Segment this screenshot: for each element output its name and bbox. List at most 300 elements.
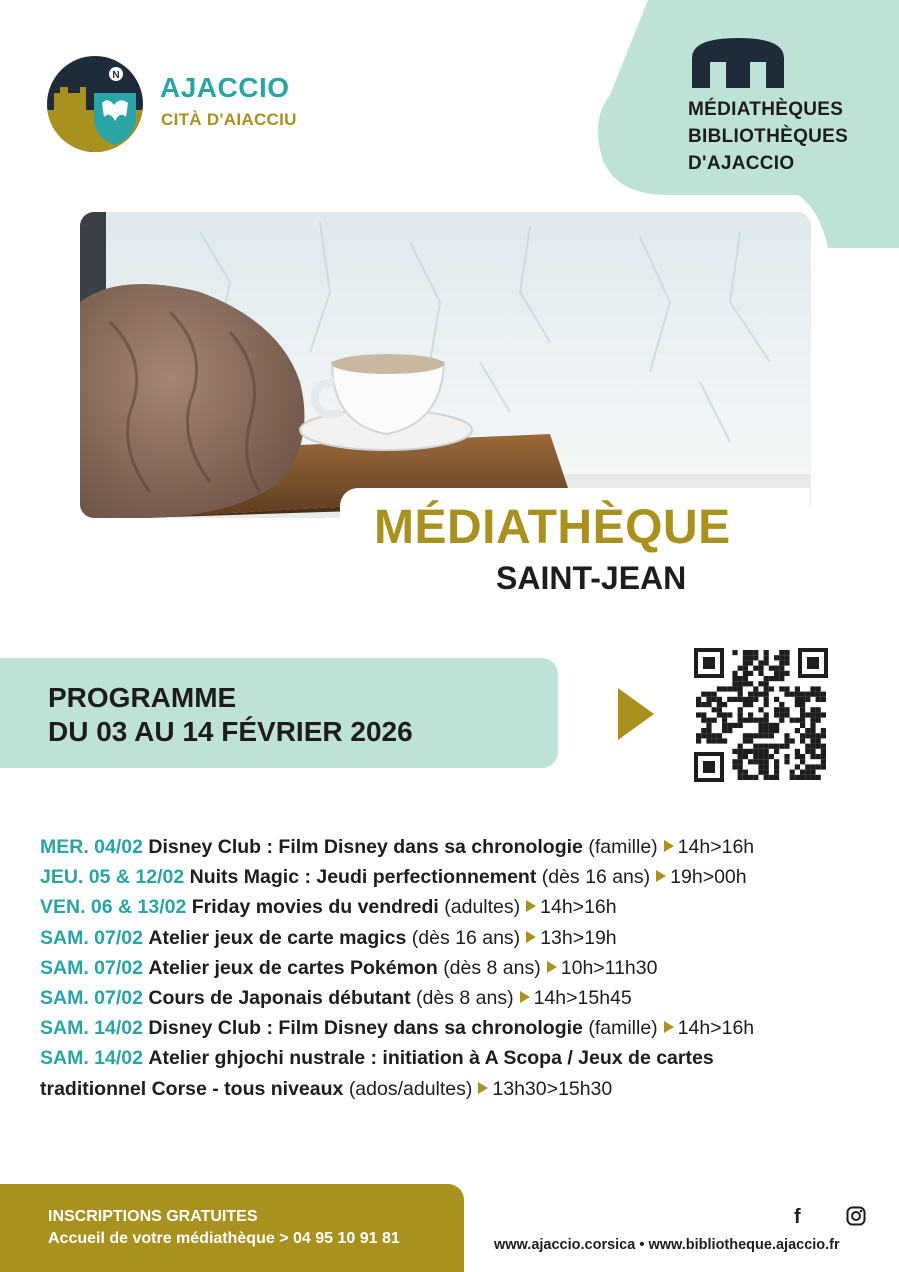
schedule-audience: (ados/adultes) (348, 1077, 473, 1100)
qr-module (732, 723, 737, 728)
schedule-time: 19h>00h (670, 866, 747, 889)
qr-module (727, 686, 732, 691)
qr-module (805, 697, 810, 702)
schedule-item-continued (40, 1074, 870, 1104)
qr-module (810, 728, 815, 733)
qr-module (738, 749, 743, 754)
qr-module (758, 707, 763, 712)
qr-module (732, 686, 737, 691)
qr-module (722, 718, 727, 723)
qr-module (732, 681, 737, 686)
arrow-icon (526, 931, 536, 943)
qr-module (732, 764, 737, 769)
qr-module (800, 707, 805, 712)
qr-module (758, 728, 763, 733)
qr-module (774, 775, 779, 780)
qr-module (816, 733, 821, 738)
schedule-time: 10h>11h30 (560, 956, 658, 979)
schedule-date: JEU. 05 & 12/02 (40, 866, 185, 889)
qr-module (748, 671, 753, 676)
qr-module (821, 764, 826, 769)
qr-module (790, 738, 795, 743)
qr-module (722, 702, 727, 707)
qr-module (774, 676, 779, 681)
qr-module (748, 749, 753, 754)
qr-module (810, 692, 815, 697)
qr-module (821, 754, 826, 759)
qr-module (764, 681, 769, 686)
qr-module (769, 728, 774, 733)
qr-module (821, 744, 826, 749)
qr-module (696, 702, 701, 707)
qr-module (758, 749, 763, 754)
qr-module (753, 718, 758, 723)
qr-module (738, 775, 743, 780)
qr-module (774, 744, 779, 749)
schedule-event: Atelier jeux de cartes Pokémon (148, 956, 438, 979)
qr-module (738, 692, 743, 697)
qr-module (810, 754, 815, 759)
schedule-event: Disney Club : Film Disney dans sa chronologie (148, 1017, 583, 1040)
qr-module (758, 770, 763, 775)
qr-module (821, 712, 826, 717)
qr-module (738, 707, 743, 712)
qr-module (816, 754, 821, 759)
qr-module (712, 738, 717, 743)
qr-module (784, 712, 789, 717)
qr-module (779, 744, 784, 749)
qr-module (758, 718, 763, 723)
qr-module (810, 718, 815, 723)
qr-code[interactable] (694, 648, 828, 782)
qr-module (774, 666, 779, 671)
qr-module (758, 671, 763, 676)
qr-module (764, 718, 769, 723)
qr-module (769, 723, 774, 728)
qr-module (748, 718, 753, 723)
qr-module (717, 686, 722, 691)
qr-module (784, 738, 789, 743)
qr-module (717, 738, 722, 743)
qr-module (779, 666, 784, 671)
qr-module (748, 697, 753, 702)
qr-module (738, 666, 743, 671)
page-title: MÉDIATHÈQUE (374, 501, 731, 554)
qr-module (774, 712, 779, 717)
qr-module (753, 655, 758, 660)
qr-module (758, 764, 763, 769)
qr-module (795, 754, 800, 759)
qr-module (816, 764, 821, 769)
arrow-icon (520, 991, 530, 1003)
qr-module (748, 759, 753, 764)
compass-badge: N (112, 70, 120, 81)
qr-module (743, 733, 748, 738)
qr-module (800, 697, 805, 702)
qr-module (743, 655, 748, 660)
qr-module (795, 728, 800, 733)
qr-module (816, 718, 821, 723)
qr-module (784, 660, 789, 665)
qr-module (753, 759, 758, 764)
qr-module (810, 738, 815, 743)
qr-module (764, 676, 769, 681)
schedule-item (40, 983, 870, 1013)
qr-module (810, 775, 815, 780)
qr-module (738, 681, 743, 686)
qr-module (701, 733, 706, 738)
qr-module (732, 697, 737, 702)
qr-module (774, 764, 779, 769)
qr-module (706, 718, 711, 723)
qr-module (753, 733, 758, 738)
schedule-audience: (dès 8 ans) (443, 956, 541, 979)
instagram-icon[interactable] (846, 1206, 866, 1226)
schedule-event: Nuits Magic : Jeudi perfectionnement (189, 866, 537, 889)
qr-module (784, 759, 789, 764)
qr-module (753, 775, 758, 780)
qr-module (743, 671, 748, 676)
schedule-date: SAM. 07/02 (40, 987, 143, 1010)
schedule-date: SAM. 07/02 (40, 926, 143, 949)
qr-module (743, 754, 748, 759)
qr-module (758, 660, 763, 665)
qr-module (779, 676, 784, 681)
qr-module (758, 723, 763, 728)
qr-module (696, 697, 701, 702)
qr-module (712, 692, 717, 697)
qr-module (774, 770, 779, 775)
qr-module (743, 681, 748, 686)
qr-module (743, 718, 748, 723)
qr-module (816, 707, 821, 712)
registration-contact[interactable]: Accueil de votre médiathèque > 04 95 10 91 81 (48, 1230, 400, 1247)
qr-module (712, 707, 717, 712)
qr-module (732, 759, 737, 764)
schedule-item (40, 892, 870, 922)
qr-module (727, 712, 732, 717)
qr-module (805, 770, 810, 775)
qr-module (748, 712, 753, 717)
qr-module (748, 692, 753, 697)
schedule-time: 14h>16h (677, 1017, 755, 1040)
schedule-audience: (famille) (588, 1017, 658, 1040)
qr-module (810, 770, 815, 775)
schedule-event: Cours de Japonais débutant (148, 987, 411, 1010)
qr-module (769, 686, 774, 691)
website-links[interactable]: www.ajaccio.corsica • www.bibliotheque.ajaccio.fr (494, 1237, 840, 1253)
arrow-icon (664, 840, 674, 852)
qr-module (816, 738, 821, 743)
qr-module (743, 770, 748, 775)
qr-module (816, 692, 821, 697)
schedule-item (40, 862, 870, 892)
schedule-event: Atelier ghjochi nustrale : initiation à A Scopa / Jeux de cartes (148, 1047, 714, 1070)
qr-module (821, 692, 826, 697)
qr-module (732, 676, 737, 681)
qr-module (769, 744, 774, 749)
qr-module (810, 744, 815, 749)
qr-module (816, 686, 821, 691)
qr-module (738, 676, 743, 681)
qr-module (784, 655, 789, 660)
qr-module (758, 692, 763, 697)
qr-module (816, 775, 821, 780)
winter-tea-photo (80, 212, 811, 518)
qr-module (748, 660, 753, 665)
qr-module (774, 655, 779, 660)
schedule-time: 14h>16h (677, 836, 755, 858)
qr-module (779, 650, 784, 655)
schedule-event-cont: traditionnel Corse - tous niveaux (40, 1077, 344, 1100)
qr-module (774, 749, 779, 754)
qr-module (784, 707, 789, 712)
qr-module (712, 733, 717, 738)
qr-module (706, 738, 711, 743)
qr-module (790, 770, 795, 775)
qr-module (753, 697, 758, 702)
qr-module (748, 655, 753, 660)
qr-module (764, 764, 769, 769)
qr-module (784, 744, 789, 749)
qr-module (805, 749, 810, 754)
qr-module (738, 754, 743, 759)
schedule-time: 13h>19h (540, 926, 617, 949)
qr-module (805, 733, 810, 738)
arrow-icon (478, 1082, 488, 1094)
qr-module (779, 718, 784, 723)
qr-module (748, 702, 753, 707)
schedule-item (40, 1013, 870, 1043)
qr-module (753, 744, 758, 749)
qr-module (764, 702, 769, 707)
qr-module (743, 650, 748, 655)
qr-module (701, 692, 706, 697)
qr-module (696, 712, 701, 717)
qr-module (753, 749, 758, 754)
schedule-date: SAM. 14/02 (40, 1017, 143, 1040)
qr-module (790, 718, 795, 723)
schedule-audience: (dès 16 ans) (541, 866, 651, 889)
qr-module (727, 728, 732, 733)
qr-module (779, 712, 784, 717)
qr-module (738, 759, 743, 764)
qr-module (795, 686, 800, 691)
qr-module (805, 764, 810, 769)
arrow-icon (526, 900, 536, 912)
qr-module (717, 697, 722, 702)
qr-module (712, 697, 717, 702)
qr-module (748, 775, 753, 780)
qr-module (816, 712, 821, 717)
schedule-item (40, 832, 870, 862)
schedule-time: 14h>15h45 (533, 987, 632, 1010)
qr-module (753, 650, 758, 655)
qr-module (810, 707, 815, 712)
qr-module (743, 738, 748, 743)
network-line-1: MÉDIATHÈQUES (688, 99, 844, 120)
qr-module (753, 692, 758, 697)
qr-module (712, 718, 717, 723)
qr-module (758, 744, 763, 749)
qr-module (743, 775, 748, 780)
qr-module (727, 697, 732, 702)
schedule-time: 13h30>15h30 (492, 1077, 613, 1100)
qr-module (738, 764, 743, 769)
qr-module (810, 686, 815, 691)
schedule-time: 14h>16h (540, 896, 617, 919)
qr-module (764, 770, 769, 775)
qr-module (821, 759, 826, 764)
network-line-3: D'AJACCIO (688, 153, 795, 174)
qr-module (738, 770, 743, 775)
qr-module (764, 686, 769, 691)
qr-module (732, 671, 737, 676)
qr-module (805, 712, 810, 717)
qr-module (764, 733, 769, 738)
qr-module (810, 764, 815, 769)
qr-module (774, 707, 779, 712)
qr-module (758, 733, 763, 738)
qr-module (717, 702, 722, 707)
qr-module (738, 723, 743, 728)
qr-module (743, 749, 748, 754)
qr-module (774, 723, 779, 728)
arrow-icon (664, 1021, 674, 1033)
qr-module (816, 744, 821, 749)
qr-module (784, 733, 789, 738)
qr-module (758, 759, 763, 764)
qr-module (790, 775, 795, 780)
programme-dates: DU 03 AU 14 FÉVRIER 2026 (48, 716, 413, 747)
qr-module (738, 718, 743, 723)
qr-module (748, 738, 753, 743)
qr-module (743, 702, 748, 707)
qr-module (805, 744, 810, 749)
qr-module (805, 728, 810, 733)
qr-module (784, 671, 789, 676)
qr-module (800, 712, 805, 717)
qr-module (722, 728, 727, 733)
qr-module (743, 676, 748, 681)
page-subtitle: SAINT-JEAN (496, 560, 687, 596)
qr-module (764, 754, 769, 759)
qr-module (764, 712, 769, 717)
network-name (688, 96, 848, 177)
qr-module (805, 775, 810, 780)
qr-module (764, 749, 769, 754)
qr-module (784, 692, 789, 697)
qr-module (769, 676, 774, 681)
qr-module (758, 666, 763, 671)
network-line-2: BIBLIOTHÈQUES (688, 126, 849, 147)
qr-module (738, 686, 743, 691)
qr-module (722, 686, 727, 691)
qr-module (795, 697, 800, 702)
registration-heading: INSCRIPTIONS GRATUITES (48, 1208, 258, 1225)
schedule-item (40, 1043, 870, 1073)
qr-module (774, 728, 779, 733)
schedule-item (40, 953, 870, 983)
qr-module (800, 692, 805, 697)
qr-module (779, 686, 784, 691)
qr-module (696, 738, 701, 743)
qr-module (706, 697, 711, 702)
qr-module (774, 697, 779, 702)
qr-module (706, 692, 711, 697)
qr-module (748, 733, 753, 738)
schedule-date: SAM. 07/02 (40, 956, 143, 979)
qr-module (784, 754, 789, 759)
qr-module (696, 733, 701, 738)
qr-module (764, 759, 769, 764)
qr-module (764, 728, 769, 733)
schedule-event: Friday movies du vendredi (191, 896, 439, 919)
qr-module (753, 666, 758, 671)
qr-module (732, 650, 737, 655)
qr-module (800, 718, 805, 723)
qr-module (800, 759, 805, 764)
qr-module (764, 775, 769, 780)
qr-module (800, 733, 805, 738)
qr-module (800, 775, 805, 780)
qr-module (706, 728, 711, 733)
qr-module (779, 660, 784, 665)
mediatheque-building-icon (688, 36, 788, 88)
qr-module (764, 697, 769, 702)
qr-module (795, 749, 800, 754)
schedule-audience: (dès 8 ans) (416, 987, 514, 1010)
qr-module (743, 666, 748, 671)
qr-module (738, 697, 743, 702)
qr-module (784, 686, 789, 691)
qr-module (764, 692, 769, 697)
qr-module (717, 712, 722, 717)
qr-module (821, 728, 826, 733)
qr-module (810, 712, 815, 717)
footer-panel (0, 1184, 464, 1272)
qr-module (779, 707, 784, 712)
city-name-corsican: CITÀ D'AIACCIU (161, 110, 297, 129)
qr-module (810, 723, 815, 728)
qr-module (758, 754, 763, 759)
qr-module (800, 738, 805, 743)
qr-module (732, 749, 737, 754)
qr-module (764, 744, 769, 749)
schedule-audience: (dès 16 ans) (411, 926, 521, 949)
qr-module (821, 749, 826, 754)
qr-module (706, 733, 711, 738)
qr-module (800, 770, 805, 775)
qr-module (743, 697, 748, 702)
facebook-icon[interactable]: f (794, 1206, 801, 1228)
schedule-date: SAM. 14/02 (40, 1047, 143, 1070)
qr-module (748, 650, 753, 655)
qr-module (727, 723, 732, 728)
arrow-icon (656, 870, 666, 882)
qr-module (722, 738, 727, 743)
qr-module (821, 697, 826, 702)
qr-module (779, 671, 784, 676)
qr-module (764, 723, 769, 728)
qr-module (779, 655, 784, 660)
schedule-date: MER. 04/02 (40, 836, 143, 858)
qr-module (779, 702, 784, 707)
qr-module (753, 686, 758, 691)
qr-module (821, 733, 826, 738)
schedule-audience: (adultes) (444, 896, 521, 919)
qr-module (795, 718, 800, 723)
